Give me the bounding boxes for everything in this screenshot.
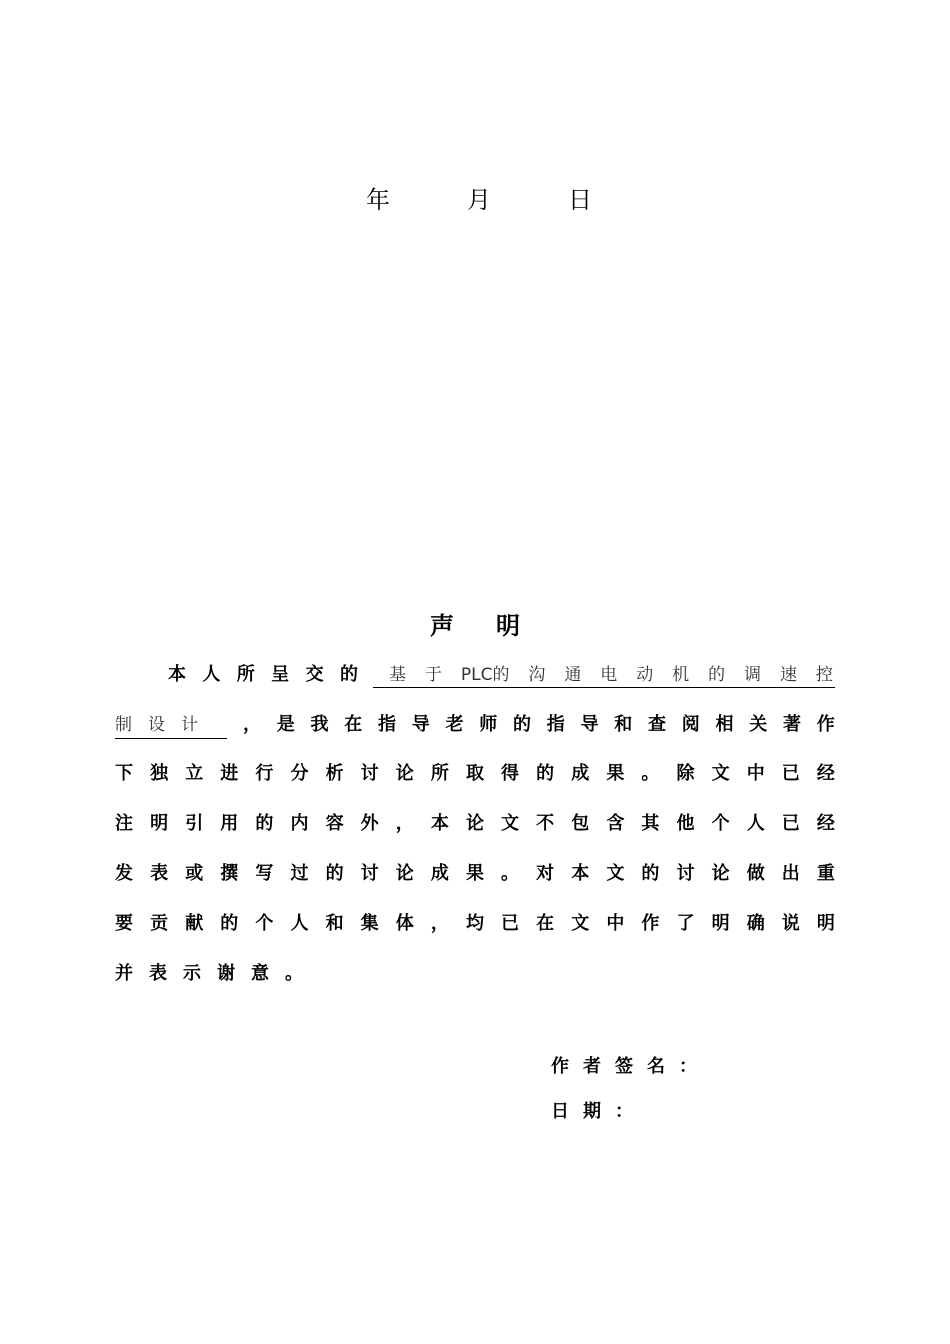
char: 的 [641,863,660,884]
char: 论 [395,863,414,884]
char: 贡 [150,913,169,934]
char: 电 [600,665,618,685]
char: 不 [536,813,555,834]
char: 独 [150,763,169,784]
char: 所 [236,664,255,685]
char: 于 [424,665,442,685]
thesis-title-underlined-cont [115,708,227,739]
char: 查 [648,714,666,735]
signature-date-label: 日期： [551,1101,647,1122]
declaration-title: 声明 [430,612,562,640]
char: 的 [339,664,358,685]
char: 下 [115,763,133,784]
char: 明 [711,913,730,934]
char: 论 [465,813,484,834]
char: 了 [676,913,695,934]
char: 意 [251,963,269,984]
char: 交 [305,664,324,685]
char: 明 [816,913,835,934]
char: 成 [571,763,590,784]
char: 师 [479,714,498,735]
char: 阅 [681,714,700,735]
char: 外 [360,813,379,834]
char: 说 [781,913,800,934]
char: 行 [255,763,274,784]
char: 和 [614,714,633,735]
char: 引 [185,813,204,834]
char: 写 [255,863,274,884]
char: 体 [395,913,414,934]
char: 个 [711,813,730,834]
thesis-title-underlined [373,658,835,688]
char: 沟 [528,665,546,685]
author-signature-label: 作者签名： [551,1056,711,1077]
char: 明 [150,813,169,834]
char: 过 [290,863,309,884]
char: 出 [781,863,800,884]
declaration-line-2 [115,708,835,738]
char: 我 [310,714,329,735]
char: 示 [183,963,201,984]
char: 要 [115,913,133,934]
char: 内 [290,813,309,834]
char: 在 [344,714,363,735]
char: 中 [746,763,765,784]
char: 指 [378,714,396,735]
char: 速 [779,665,797,685]
char: 动 [636,665,654,685]
char: 撰 [220,863,239,884]
char: 集 [360,913,379,934]
char: 果 [606,763,625,784]
line2-rest [243,710,835,736]
char: 已 [501,913,520,934]
char: 表 [149,963,167,984]
char: 和 [325,913,344,934]
char: 人 [202,664,221,685]
char: 相 [715,714,734,735]
char: 均 [465,913,484,934]
char: 成 [430,863,449,884]
char: 控 [815,665,833,685]
char: 的 [513,714,531,735]
char: 表 [150,863,169,884]
char: 关 [749,714,768,735]
char: 呈 [271,664,290,685]
char: ， [243,714,261,735]
char: 制 [115,715,132,735]
char: 经 [816,813,835,834]
char: PLC的 [460,665,510,685]
char: 。 [641,763,660,784]
char: 中 [606,913,625,934]
char: 基 [389,665,406,685]
char: 著 [783,714,801,735]
char: 他 [676,813,695,834]
char: 献 [185,913,204,934]
char: 谢 [217,963,235,984]
char: 计 [181,715,198,735]
char: 其 [641,813,660,834]
declaration-line-1 [168,658,835,688]
char: 含 [606,813,625,834]
char: 分 [290,763,309,784]
date-line [0,180,950,220]
char: 人 [290,913,309,934]
char: 是 [276,714,295,735]
char: 的 [255,813,274,834]
declaration-line-3 [115,757,835,787]
line1-lead [168,660,358,686]
char: 析 [325,763,344,784]
char: 的 [708,665,726,685]
month-label: 月 [467,186,491,214]
char: 通 [564,665,582,685]
declaration-line-7 [115,957,835,987]
char: 注 [115,813,133,834]
char: 机 [672,665,690,685]
char: 文 [501,813,520,834]
char: 的 [220,913,239,934]
char: 经 [816,763,835,784]
char: 设 [148,715,165,735]
char: 文 [711,763,730,784]
char: 包 [571,813,590,834]
char: ， [395,813,414,834]
char: 。 [501,863,520,884]
char: 进 [220,763,239,784]
char: 导 [411,714,430,735]
char: 发 [115,863,133,884]
char: 所 [430,763,449,784]
char: ， [430,913,449,934]
char: 已 [781,763,800,784]
char: 讨 [360,763,379,784]
char: 的 [325,863,344,884]
year-label: 年 [366,186,390,214]
char: 文 [606,863,625,884]
char: 作 [816,714,835,735]
char: 的 [536,763,555,784]
char: 容 [325,813,344,834]
char: 对 [536,863,555,884]
char: 人 [746,813,765,834]
char: 已 [781,813,800,834]
day-label: 日 [568,186,592,214]
char: 本 [571,863,590,884]
declaration-line-6 [115,907,835,937]
char: 讨 [676,863,695,884]
char: 作 [641,913,660,934]
char: 在 [536,913,555,934]
char: 用 [220,813,239,834]
declaration-line-5 [115,857,835,887]
char: 果 [465,863,484,884]
declaration-line-4 [115,807,835,837]
char: 做 [746,863,765,884]
char: 文 [571,913,590,934]
char: 本 [168,664,186,685]
char: 除 [676,763,695,784]
char: 得 [501,763,520,784]
char: 指 [546,714,565,735]
char: 导 [580,714,599,735]
char: 论 [711,863,730,884]
char: 。 [285,963,303,984]
char: 或 [185,863,204,884]
char: 讨 [360,863,379,884]
char: 老 [445,714,464,735]
char: 取 [465,763,484,784]
char: 确 [746,913,765,934]
char: 调 [744,665,762,685]
char: 并 [115,963,133,984]
char: 本 [430,813,449,834]
char: 论 [395,763,414,784]
char: 重 [816,863,835,884]
char: 立 [185,763,204,784]
char: 个 [255,913,274,934]
